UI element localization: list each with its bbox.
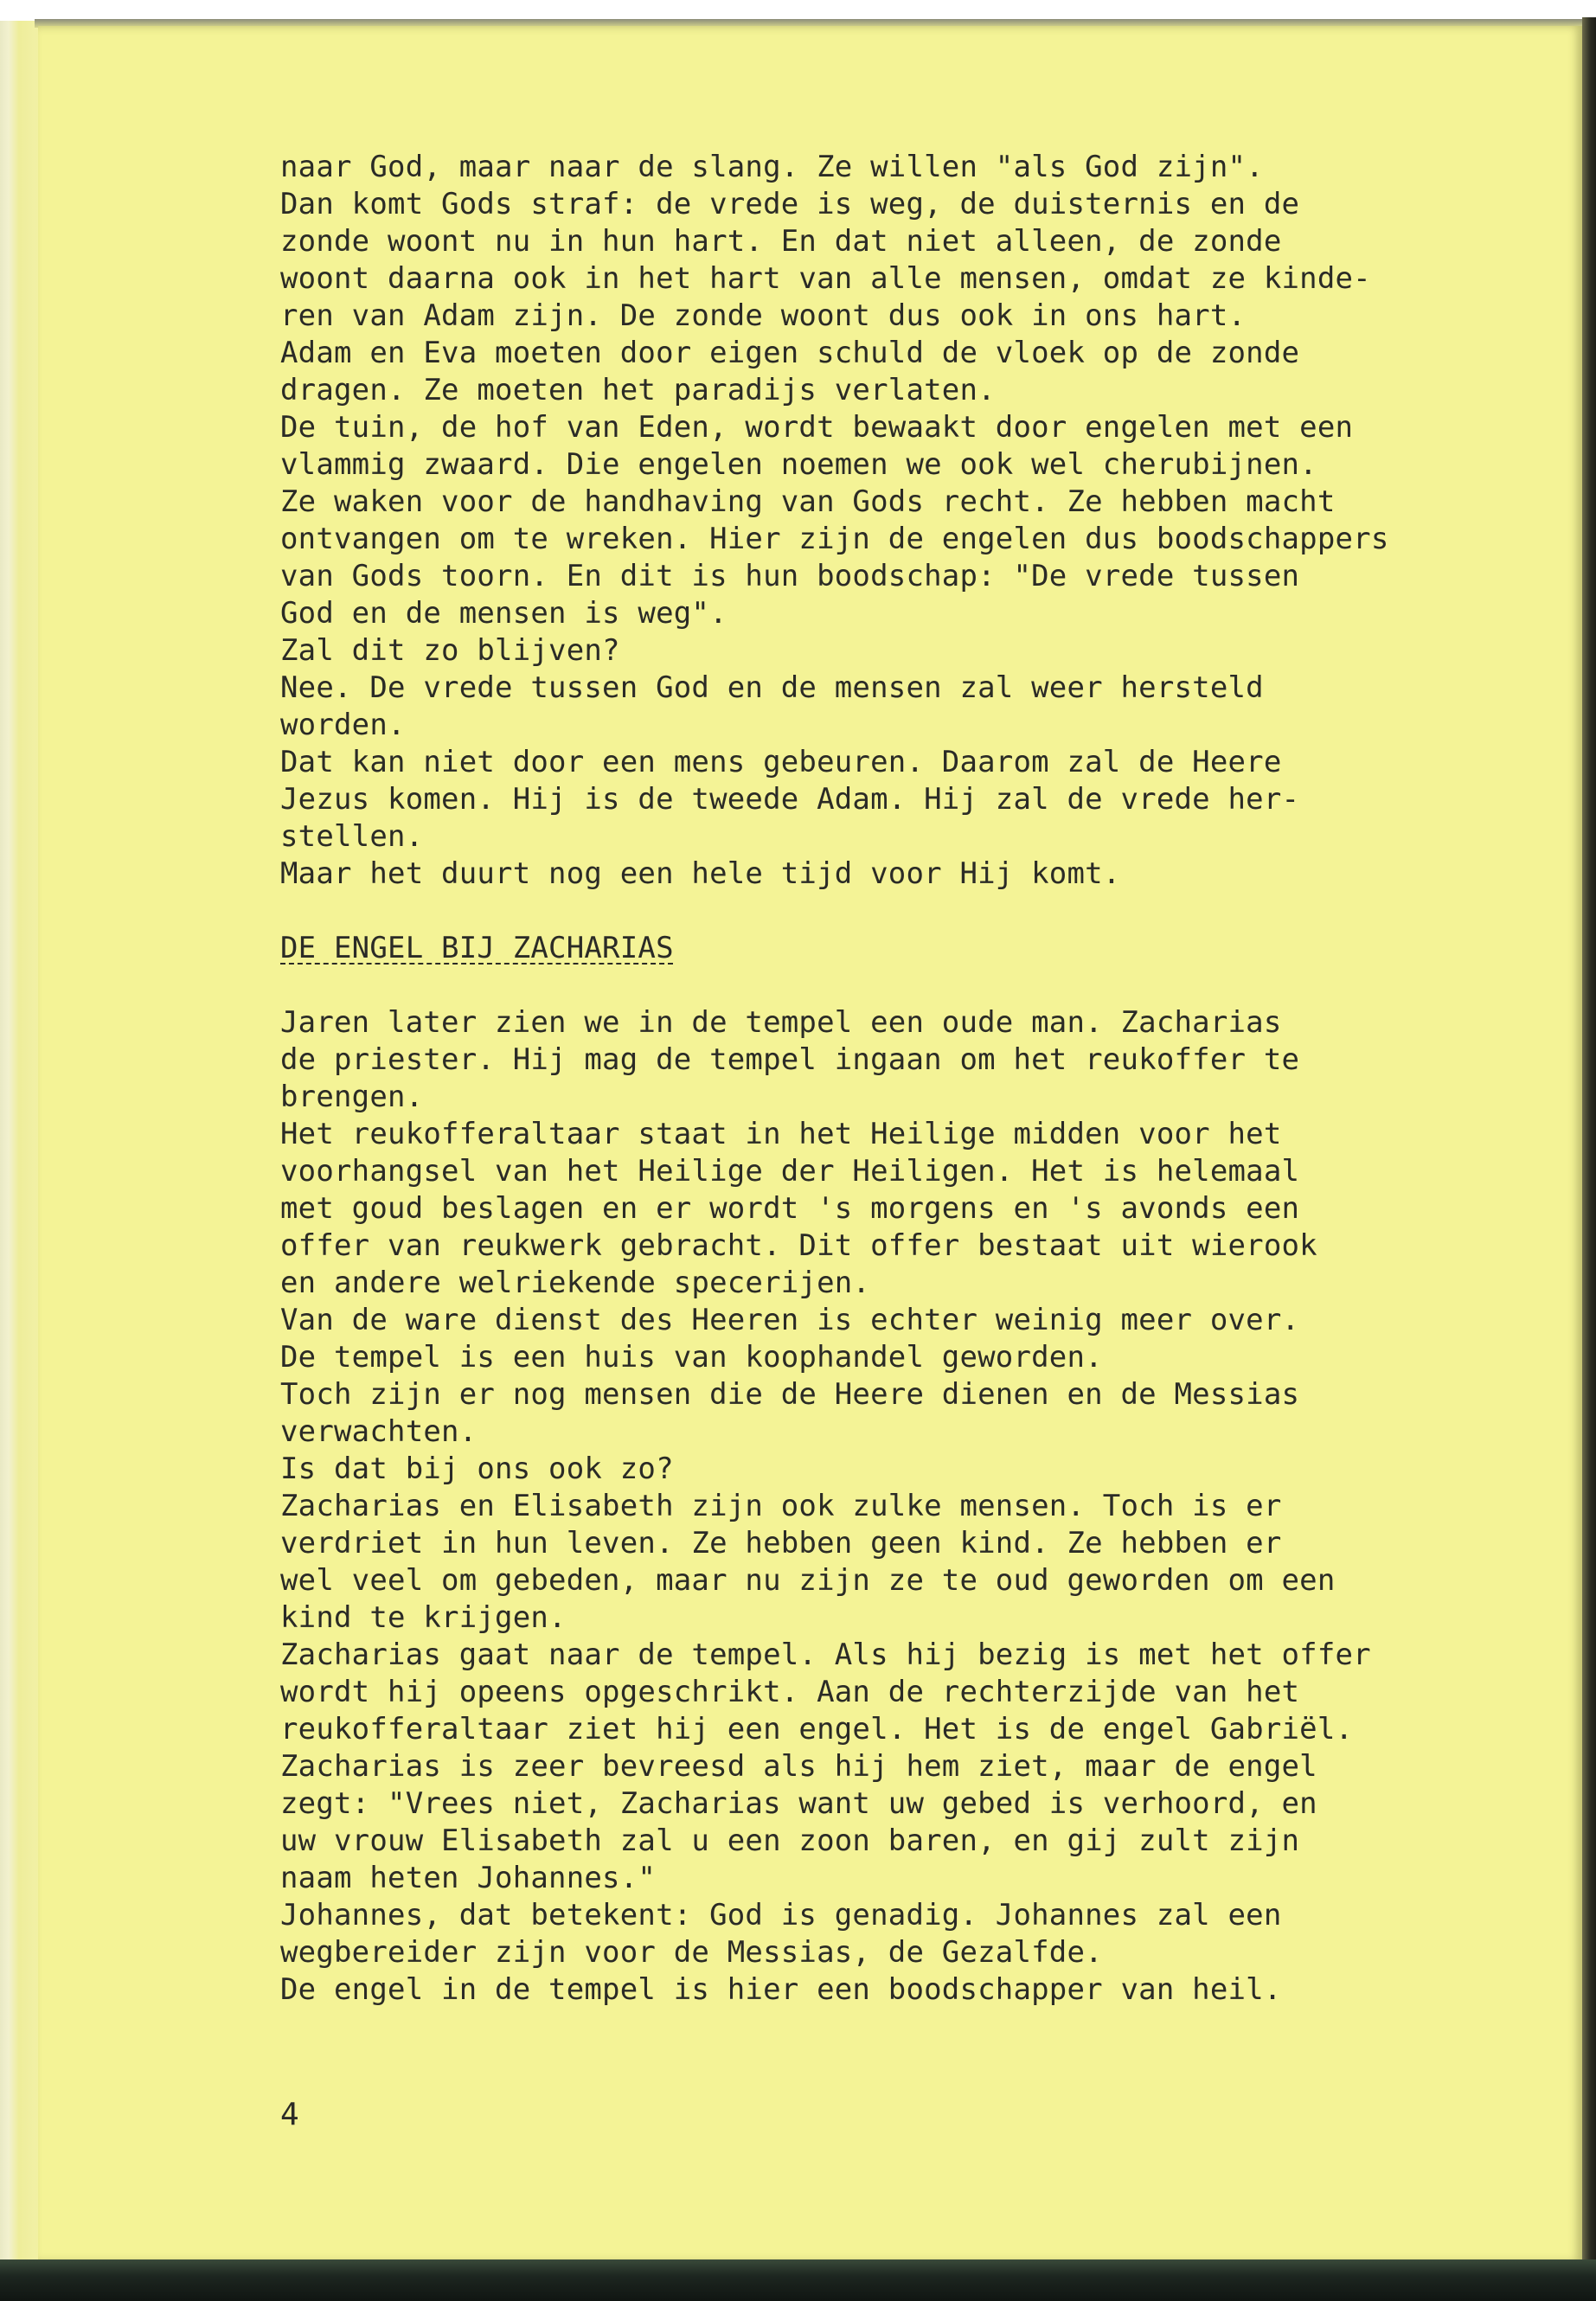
text-line: van Gods toorn. En dit is hun boodschap: "De vrede tussen (280, 559, 1300, 593)
text-line: Adam en Eva moeten door eigen schuld de vloek op de zonde (280, 336, 1300, 370)
text-line: Zal dit zo blijven? (280, 633, 620, 668)
text-line: voorhangsel van het Heilige der Heiligen. Het is helemaal (280, 1154, 1300, 1189)
text-line: ontvangen om te wreken. Hier zijn de engelen dus boodschappers (280, 522, 1389, 556)
text-line: Jezus komen. Hij is de tweede Adam. Hij zal de vrede her- (280, 782, 1300, 817)
page-number: 4 (280, 2097, 299, 2132)
text-line: Is dat bij ons ook zo? (280, 1452, 674, 1486)
text-line: Zacharias gaat naar de tempel. Als hij bezig is met het offer (280, 1638, 1371, 1672)
section-heading: DE ENGEL BIJ ZACHARIAS (280, 931, 674, 965)
text-line: Van de ware dienst des Heeren is echter weinig meer over. (280, 1303, 1300, 1337)
text-line: brengen. (280, 1080, 424, 1114)
text-line: met goud beslagen en er wordt 's morgens en 's avonds een (280, 1191, 1300, 1226)
paragraph-part2 (280, 1004, 1509, 2009)
text-line: en andere welriekende specerijen. (280, 1266, 871, 1300)
text-line: Dat kan niet door een mens gebeuren. Daarom zal de Heere (280, 745, 1282, 779)
text-line: reukofferaltaar ziet hij een engel. Het is de engel Gabriël. (280, 1712, 1354, 1747)
text-line: naam heten Johannes." (280, 1861, 657, 1895)
text-line: offer van reukwerk gebracht. Dit offer bestaat uit wierook (280, 1228, 1317, 1263)
paragraph-part1 (280, 149, 1509, 893)
bottom-cover-strip (0, 2259, 1596, 2301)
text-line: Toch zijn er nog mensen die de Heere dienen en de Messias (280, 1377, 1300, 1412)
text-line: Ze waken voor de handhaving van Gods recht. Ze hebben macht (280, 484, 1336, 519)
text-line: verdriet in hun leven. Ze hebben geen kind. Ze hebben er (280, 1526, 1282, 1561)
text-line: verwachten. (280, 1414, 478, 1449)
body-text (280, 149, 1509, 2009)
text-line: Zacharias en Elisabeth zijn ook zulke mensen. Toch is er (280, 1489, 1282, 1523)
text-line: stellen. (280, 819, 424, 854)
text-line: wegbereider zijn voor de Messias, de Gezalfde. (280, 1935, 1103, 1970)
text-line: Dan komt Gods straf: de vrede is weg, de duisternis en de (280, 187, 1300, 221)
text-line: dragen. Ze moeten het paradijs verlaten. (280, 373, 996, 407)
book-binding-edge (1582, 17, 1596, 2284)
text-line: Maar het duurt nog een hele tijd voor Hij komt. (280, 856, 1121, 891)
text-line: Johannes, dat betekent: God is genadig. Johannes zal een (280, 1898, 1282, 1932)
text-line: naar God, maar naar de slang. Ze willen "als God zijn". (280, 150, 1264, 184)
text-line: woont daarna ook in het hart van alle mensen, omdat ze kinde- (280, 261, 1371, 296)
text-line: De tempel is een huis van koophandel geworden. (280, 1340, 1103, 1375)
text-line: Zacharias is zeer bevreesd als hij hem ziet, maar de engel (280, 1749, 1317, 1784)
text-line: worden. (280, 708, 406, 742)
spacer (280, 967, 1509, 1004)
text-line: Jaren later zien we in de tempel een oude man. Zacharias (280, 1005, 1282, 1040)
text-line: God en de mensen is weg". (280, 596, 727, 631)
text-line: De engel in de tempel is hier een boodschapper van heil. (280, 1972, 1282, 2007)
text-line: kind te krijgen. (280, 1600, 567, 1635)
spacer (280, 893, 1509, 930)
text-line: vlammig zwaard. Die engelen noemen we ook wel cherubijnen. (280, 447, 1317, 482)
text-line: uw vrouw Elisabeth zal u een zoon baren, en gij zult zijn (280, 1823, 1300, 1858)
text-line: de priester. Hij mag de tempel ingaan om het reukoffer te (280, 1042, 1300, 1077)
text-line: Nee. De vrede tussen God en de mensen zal weer hersteld (280, 670, 1264, 705)
text-line: wordt hij opeens opgeschrikt. Aan de rechterzijde van het (280, 1675, 1300, 1709)
text-line: zonde woont nu in hun hart. En dat niet alleen, de zonde (280, 224, 1282, 259)
text-line: Het reukofferaltaar staat in het Heilige midden voor het (280, 1117, 1282, 1151)
text-line: zegt: "Vrees niet, Zacharias want uw gebed is verhoord, en (280, 1786, 1317, 1821)
text-line: ren van Adam zijn. De zonde woont dus ook in ons hart. (280, 298, 1247, 333)
text-line: wel veel om gebeden, maar nu zijn ze te oud geworden om een (280, 1563, 1336, 1598)
section-heading-line (280, 930, 1509, 967)
text-line: De tuin, de hof van Eden, wordt bewaakt door engelen met een (280, 410, 1354, 445)
